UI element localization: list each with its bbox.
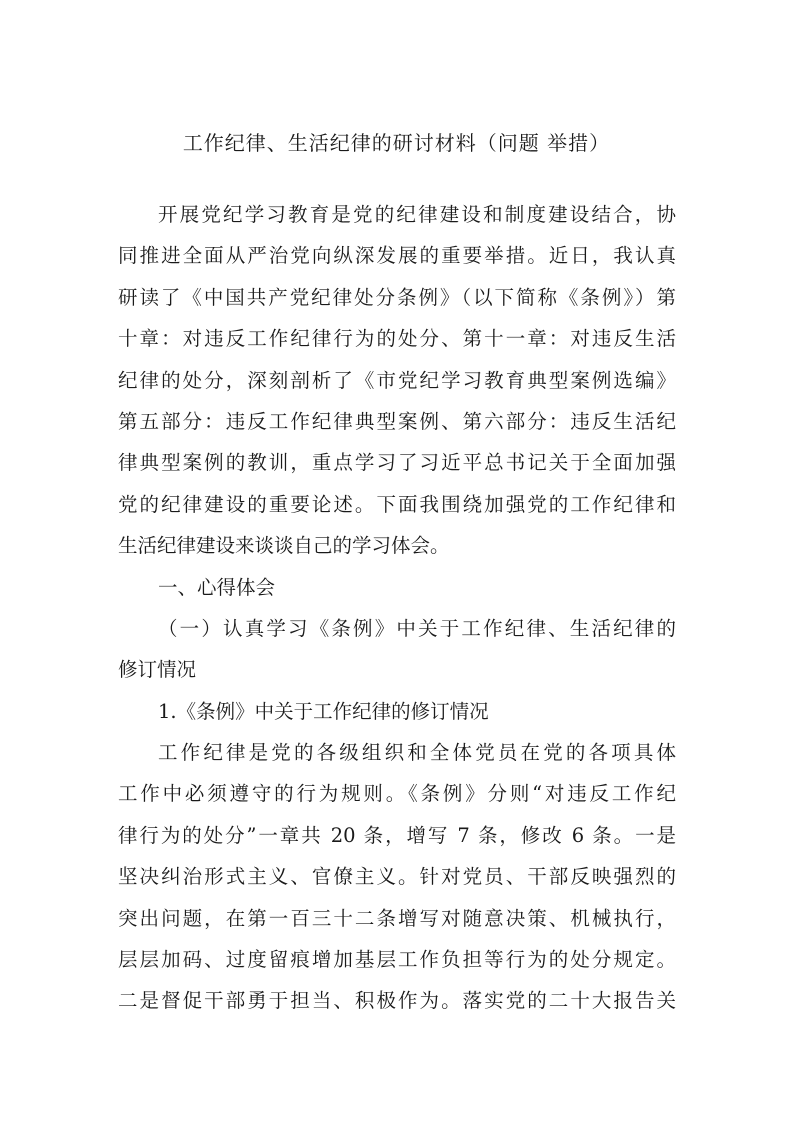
paragraph-line: 工作中必须遵守的行为规则。《条例》分则“对违反工作纪	[118, 782, 676, 806]
paragraph-line: 纪律的处分，深刻剖析了《市党纪学习教育典型案例选编》	[118, 368, 676, 392]
paragraph-line: 二是督促干部勇于担当、积极作为。落实党的二十大报告关	[118, 989, 676, 1013]
item-heading: 1.《条例》中关于工作纪律的修订情况	[158, 699, 489, 723]
paragraph-line: 开展党纪学习教育是党的纪律建设和制度建设结合，协	[158, 203, 676, 226]
paragraph-line: 第五部分：违反工作纪律典型案例、第六部分：违反生活纪	[118, 409, 676, 433]
document-title: 工作纪律、生活纪律的研讨材料（问题 举措）	[182, 131, 611, 155]
paragraph-line: 层层加码、过度留痕增加基层工作负担等行为的处分规定。	[118, 948, 676, 972]
section-heading: 一、心得体会	[158, 575, 276, 599]
paragraph-line: 同推进全面从严治党向纵深发展的重要举措。近日，我认真	[118, 244, 676, 268]
paragraph-line: 突出问题，在第一百三十二条增写对随意决策、机械执行，	[118, 906, 676, 930]
paragraph-line: 坚决纠治形式主义、官僚主义。针对党员、干部反映强烈的	[118, 865, 676, 889]
paragraph-line: 党的纪律建设的重要论述。下面我围绕加强党的工作纪律和	[118, 492, 676, 516]
subsection-heading: 修订情况	[118, 658, 197, 682]
subsection-heading: （一）认真学习《条例》中关于工作纪律、生活纪律的	[158, 616, 676, 640]
document-body	[118, 194, 676, 1022]
paragraph-line: 生活纪律建设来谈谈自己的学习体会。	[118, 534, 450, 558]
paragraph-line: 律行为的处分”一章共 20 条，增写 7 条，修改 6 条。一是	[118, 823, 676, 847]
paragraph-line: 研读了《中国共产党纪律处分条例》（以下简称《条例》）第	[118, 285, 676, 309]
paragraph-line: 律典型案例的教训，重点学习了习近平总书记关于全面加强	[118, 451, 676, 475]
paragraph-line: 工作纪律是党的各级组织和全体党员在党的各项具体	[158, 741, 676, 765]
paragraph-line: 十章：对违反工作纪律行为的处分、第十一章：对违反生活	[118, 327, 676, 351]
